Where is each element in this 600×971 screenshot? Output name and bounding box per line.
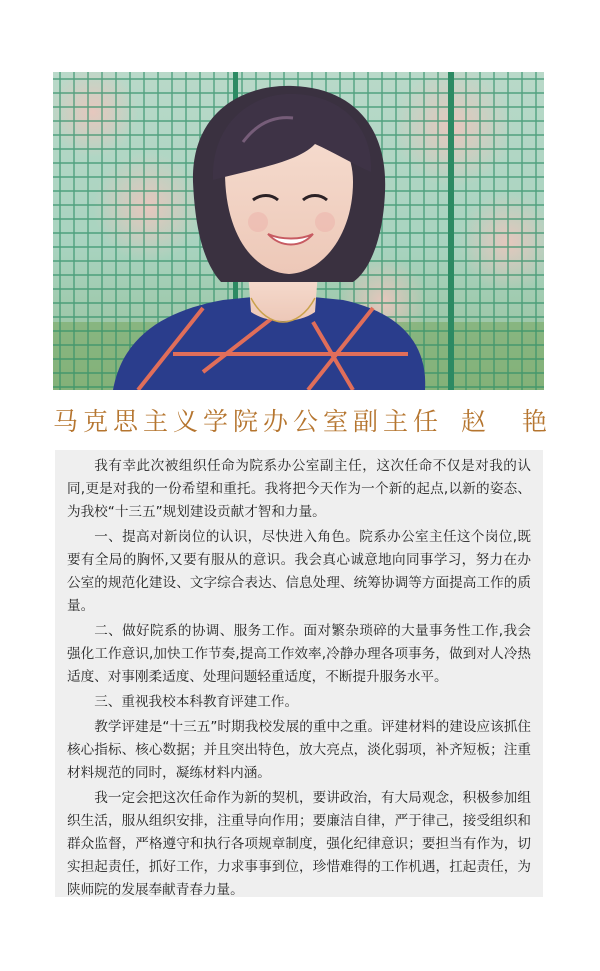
title-position: 马克思主义学院办公室副主任	[53, 407, 444, 436]
paragraph-point-1: 一、提高对新岗位的认识，尽快进入角色。院系办公室主任这个岗位,既要有全局的胸怀,又要有服从的意识。我会真心诚意地向同事学习，努力在办公室的规范化建设、文字综合表达、信息处理、统筹协调等方面提高工作的质量。	[67, 529, 531, 614]
title-name: 赵 艳	[461, 407, 561, 436]
paragraph-point-3-body: 教学评建是“十三五”时期我校发展的重中之重。评建材料的建设应该抓住核心指标、核心数据；并且突出特色，放大亮点，淡化弱项，补齐短板；注重材料规范的同时，凝练材料内涵。	[67, 719, 531, 781]
paragraph-point-3-heading: 三、重视我校本科教育评建工作。	[94, 694, 299, 710]
paragraph-point-2: 二、做好院系的协调、服务工作。面对繁杂琐碎的大量事务性工作,我会强化工作意识,加快工作节奏,提高工作效率,冷静办理各项事务，做到对人冷热适度、对事刚柔适度、处理问题轻重适度，不断提升服务水平。	[67, 623, 531, 685]
paragraph-intro: 我有幸此次被组织任命为院系办公室副主任，这次任命不仅是对我的认同,更是对我的一份希望和重托。我将把今天作为一个新的起点,以新的姿态、为我校“十三五”规划建设贡献才智和力量。	[67, 458, 531, 520]
page-title	[53, 400, 561, 444]
statement-panel	[55, 450, 543, 897]
portrait-photo	[53, 72, 544, 390]
paragraph-conclusion: 我一定会把这次任命作为新的契机，要讲政治，有大局观念，积极参加组织生活，服从组织安排，注重导向作用；要廉洁自律，严于律己，接受组织和群众监督，严格遵守和执行各项规章制度，强化纪律意识；要担当有作为，切实担起责任，抓好工作，力求事事到位，珍惜难得的工作机遇，扛起责任，为陕师院的发展奉献青春力量。	[67, 790, 531, 898]
